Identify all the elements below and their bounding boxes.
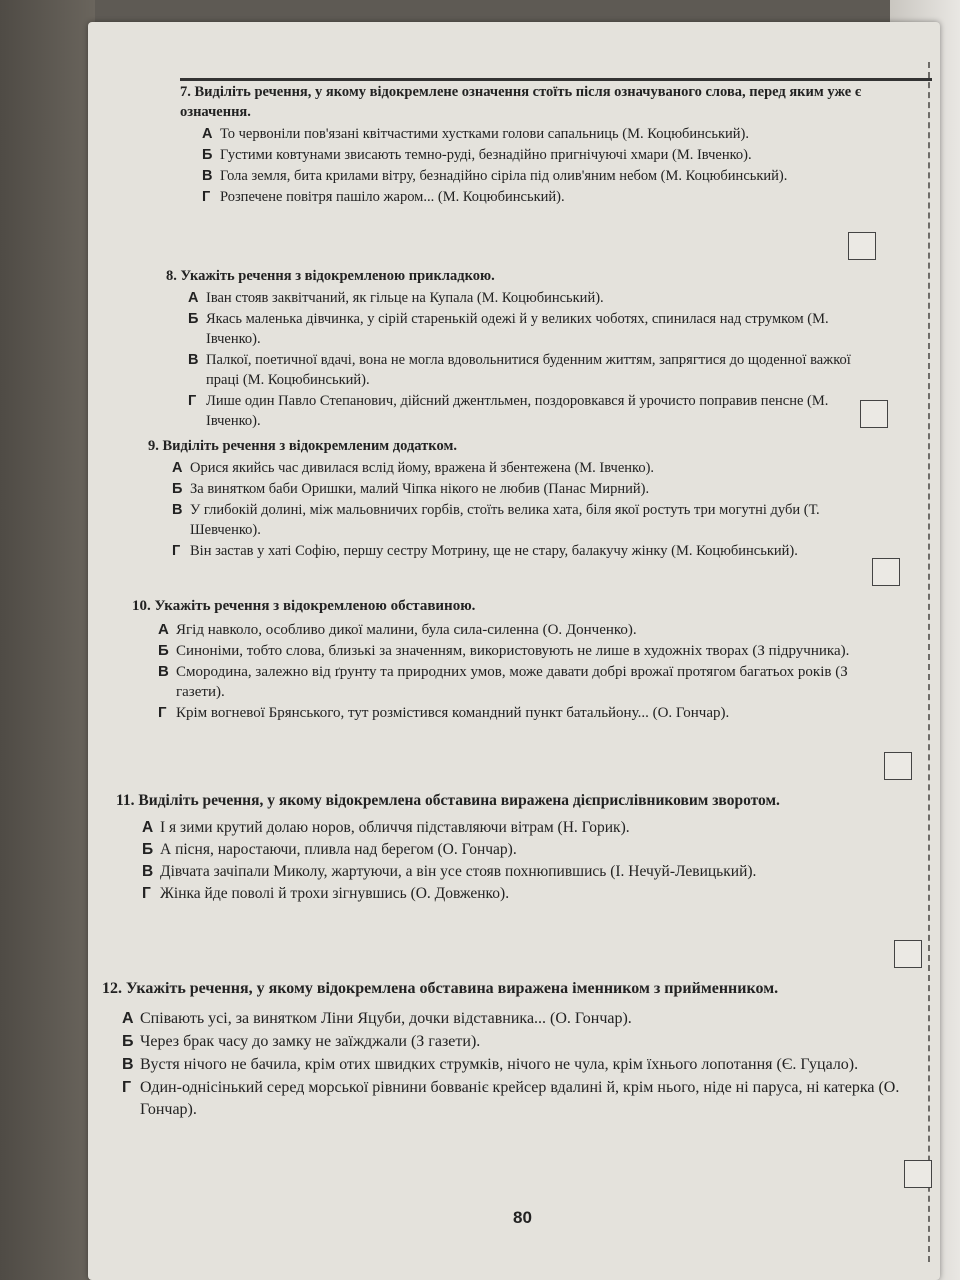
option-text: Розпечене повітря пашіло жаром... (М. Коцюбинський). [220, 189, 565, 205]
option-text: Лише один Павло Степанович, дійсний джентльмен, поздоровкався й урочисто поправив пенсне (М. Івченко). [206, 393, 829, 429]
option-text: Густими ковтунами звисають темно-руді, безнадійно пригнічуючі хмари (М. Івченко). [220, 147, 752, 163]
question-text [132, 596, 872, 616]
option-text: За винятком баби Оришки, малий Чіпка нікого не любив (Панас Мирний). [190, 481, 650, 497]
option-text: У глибокій долині, між мальовничих горбів, стоїть велика хата, біля якої ростуть три могутні дуби (Т. Шевченко). [190, 502, 820, 538]
worksheet-page [88, 22, 940, 1280]
option-letter: Г [142, 885, 151, 902]
option-a [122, 1008, 902, 1030]
option-text: Дівчата зачіпали Миколу, жартуючи, а він усе стояв похнюпившись (І. Нечуй-Левицький). [160, 863, 757, 880]
question-number: 12. [102, 980, 122, 997]
option-letter: Г [158, 704, 167, 721]
option-letter: Б [122, 1033, 134, 1050]
question-12 [102, 978, 902, 1121]
option-letter: А [122, 1010, 134, 1027]
option-letter: Б [188, 311, 199, 327]
question-prompt: Виділіть речення з відокремленим додатком. [162, 438, 457, 454]
answer-box-12[interactable] [904, 1160, 932, 1188]
option-b [172, 479, 858, 499]
option-letter: А [142, 819, 154, 836]
option-text: Синоніми, тобто слова, близькі за значенням, використовують не лише в художніх творах (З підручника). [176, 643, 850, 659]
option-text: Він застав у хаті Софію, першу сестру Мотрину, ще не стару, балакучу жінку (М. Коцюбинський). [190, 543, 798, 559]
option-text: То червоніли пов'язані квітчастими хустками голови сапальниць (М. Коцюбинський). [220, 126, 749, 142]
question-8 [166, 266, 856, 431]
option-letter: Б [158, 642, 169, 659]
answer-box-7[interactable] [848, 232, 876, 260]
option-letter: А [172, 460, 183, 476]
option-letter: Г [202, 189, 211, 205]
option-b [188, 309, 856, 349]
option-text: Палкої, поетичної вдачі, вона не могла вдовольнитися буденним життям, запрягтися до щоденної важкої праці (М. Коцюбинський). [206, 352, 851, 388]
question-number: 7. [180, 84, 191, 100]
question-number: 9. [148, 438, 159, 454]
question-number: 10. [132, 598, 151, 614]
option-a [188, 288, 856, 308]
option-a [158, 620, 872, 640]
option-letter: Г [188, 393, 197, 409]
option-b [142, 839, 886, 860]
option-text: А пісня, наростаючи, пливла над берегом (О. Гончар). [160, 841, 517, 858]
question-number: 8. [166, 268, 177, 284]
answer-box-8[interactable] [860, 400, 888, 428]
option-letter: В [122, 1056, 134, 1073]
option-c [122, 1054, 902, 1076]
question-text [148, 436, 858, 456]
option-a [202, 124, 870, 144]
answer-box-10[interactable] [884, 752, 912, 780]
answer-box-9[interactable] [872, 558, 900, 586]
option-c [202, 166, 870, 186]
option-text: Крім вогневої Брянського, тут розмістився командний пункт батальйону... (О. Гончар). [176, 705, 730, 721]
option-c [172, 500, 858, 540]
option-text: Співають усі, за винятком Ліни Яцуби, дочки відставника... (О. Гончар). [140, 1010, 632, 1027]
option-d [142, 883, 886, 904]
option-letter: В [172, 502, 183, 518]
option-letter: А [158, 621, 169, 638]
option-c [158, 662, 872, 702]
option-letter: А [188, 290, 199, 306]
question-7 [180, 82, 870, 207]
question-prompt: Укажіть речення з відокремленою обставиною. [154, 598, 476, 614]
question-prompt: Укажіть речення, у якому відокремлена обставина виражена іменником з прийменником. [126, 980, 779, 997]
option-d [202, 187, 870, 207]
option-letter: В [142, 863, 154, 880]
option-letter: Б [202, 147, 213, 163]
option-letter: Б [172, 481, 183, 497]
option-letter: В [188, 352, 199, 368]
question-text [116, 790, 886, 811]
option-text: Іван стояв заквітчаний, як гільце на Купала (М. Коцюбинський). [206, 290, 604, 306]
option-c [188, 350, 856, 390]
option-letter: Г [122, 1079, 132, 1096]
option-b [122, 1031, 902, 1053]
question-prompt: Виділіть речення, у якому відокремлене означення стоїть після означуваного слова, перед яким уже є означення. [180, 84, 862, 120]
option-letter: Б [142, 841, 154, 858]
option-text: Орися якийсь час дивилася вслід йому, вражена й збентежена (М. Івченко). [190, 460, 655, 476]
option-text: Ягід навколо, особливо дикої малини, була сила-силенна (О. Донченко). [176, 622, 637, 638]
option-letter: А [202, 126, 213, 142]
question-text [102, 978, 902, 1000]
option-b [158, 641, 872, 661]
option-a [142, 817, 886, 838]
option-letter: В [202, 168, 213, 184]
cut-line [928, 62, 930, 1262]
option-text: Через брак часу до замку не заїжджали (З газети). [140, 1033, 481, 1050]
option-a [172, 458, 858, 478]
option-d [188, 391, 856, 431]
option-c [142, 861, 886, 882]
background-left [0, 0, 95, 1280]
option-text: І я зими крутий долаю норов, обличчя підставляючи вітрам (Н. Горик). [160, 819, 630, 836]
option-text: Смородина, залежно від ґрунту та природних умов, може давати добрі врожаї протягом багатьох років (З газети). [176, 664, 848, 700]
question-9 [148, 436, 858, 561]
question-text [166, 266, 856, 286]
page-number: 80 [513, 1208, 532, 1227]
question-prompt: Укажіть речення з відокремленою прикладкою. [180, 268, 495, 284]
option-text: Вустя нічого не бачила, крім отих швидких струмків, нічого не чула, крім їхнього лопотання (Є. Гуцало). [140, 1056, 859, 1073]
question-text [180, 82, 870, 122]
option-letter: Г [172, 543, 181, 559]
option-d [158, 703, 872, 723]
option-text: Жінка йде поволі й трохи зігнувшись (О. Довженко). [160, 885, 510, 902]
top-rule [180, 78, 932, 81]
option-text: Один-однісінький серед морської рівнини бовваніє крейсер вдалині й, крім нього, ніде ні паруса, ні катерка (О. Гончар). [140, 1079, 900, 1118]
question-11 [116, 790, 886, 904]
question-number: 11. [116, 792, 135, 809]
option-d [122, 1077, 902, 1121]
option-letter: В [158, 663, 169, 680]
option-d [172, 541, 858, 561]
option-text: Якась маленька дівчинка, у сірій старенькій одежі й у великих чоботях, спинилася над струмком (М. Івченко). [206, 311, 829, 347]
option-b [202, 145, 870, 165]
question-prompt: Виділіть речення, у якому відокремлена обставина виражена дієприслівниковим зворотом. [138, 792, 780, 809]
answer-box-11[interactable] [894, 940, 922, 968]
question-10 [132, 596, 872, 723]
option-text: Гола земля, бита крилами вітру, безнадійно сіріла під олив'яним небом (М. Коцюбинський). [220, 168, 788, 184]
